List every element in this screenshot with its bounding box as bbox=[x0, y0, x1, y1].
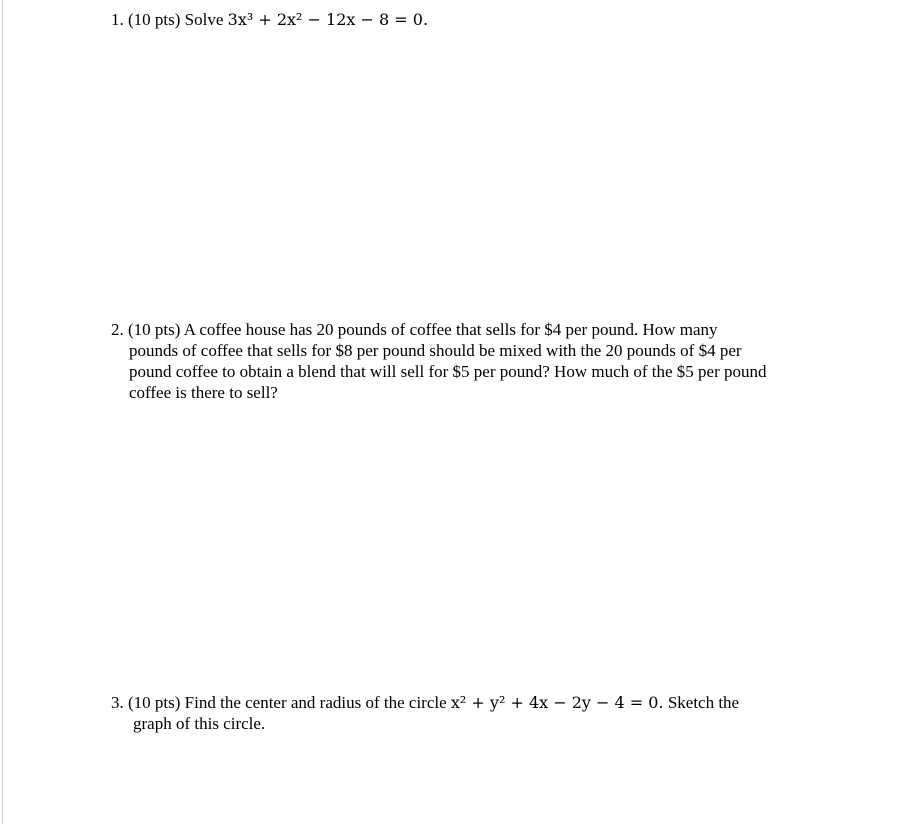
question-3 bbox=[111, 692, 821, 734]
question-1-number: 1. bbox=[111, 10, 124, 29]
question-3-suffix: Sketch the bbox=[667, 693, 740, 712]
question-2 bbox=[111, 319, 821, 403]
question-1-points: (10 pts) bbox=[128, 10, 181, 29]
page-left-edge bbox=[2, 0, 3, 824]
question-1-equation: 3x³ + 2x² − 12x − 8 = 0. bbox=[227, 10, 429, 29]
question-3-equation: x² + y² + 4x − 2y − 4 = 0. bbox=[450, 693, 664, 712]
question-3-line-1 bbox=[111, 692, 821, 713]
question-3-points: (10 pts) bbox=[128, 693, 181, 712]
question-1-prefix: Solve bbox=[184, 10, 224, 29]
question-2-text-line-1: A coffee house has 20 pounds of coffee that sells for $4 per pound. How many bbox=[183, 320, 718, 339]
question-3-prefix: Find the center and radius of the circle bbox=[184, 693, 447, 712]
question-2-points: (10 pts) bbox=[128, 320, 181, 339]
question-3-number: 3. bbox=[111, 693, 124, 712]
question-1 bbox=[111, 9, 871, 30]
question-1-line bbox=[111, 9, 871, 30]
question-2-line-1 bbox=[111, 319, 821, 340]
question-2-text-line-2: pounds of coffee that sells for $8 per pound should be mixed with the 20 pounds of $4 per bbox=[129, 341, 742, 360]
question-2-text-line-4: coffee is there to sell? bbox=[129, 383, 278, 402]
question-3-text-line-2: graph of this circle. bbox=[133, 714, 266, 733]
question-2-number: 2. bbox=[111, 320, 124, 339]
question-2-text-line-3: pound coffee to obtain a blend that will sell for $5 per pound? How much of the $5 per pound bbox=[129, 362, 767, 381]
